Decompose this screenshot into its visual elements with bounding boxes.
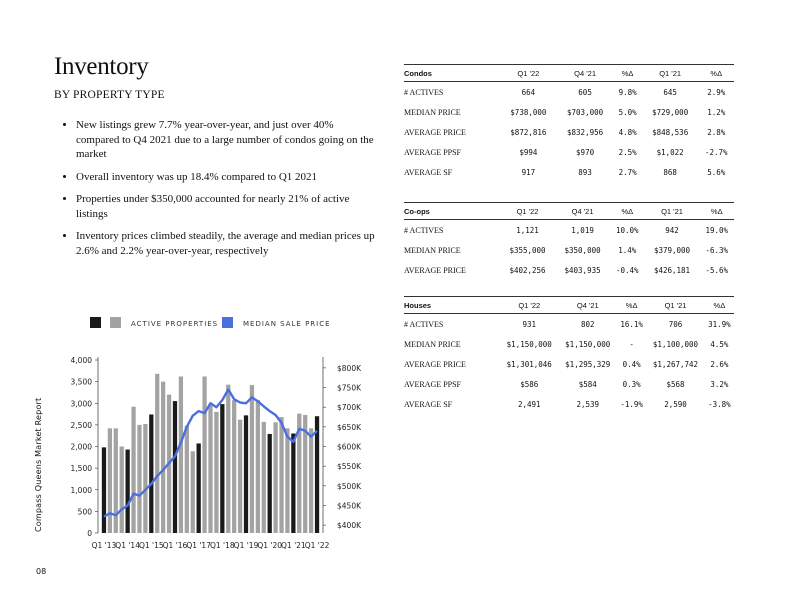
table-cell: $1,301,046 <box>506 359 552 369</box>
row-label: AVERAGE PRICE <box>404 127 466 137</box>
bar <box>137 425 141 533</box>
bullet-item: • Overall inventory was up 18.4% compared to Q1 2021 <box>76 170 376 185</box>
x-tick-label: Q1 '14 <box>115 541 140 550</box>
column-header: Q1 '21 <box>646 297 705 314</box>
table-cell: $970 <box>576 147 595 157</box>
bullet-item: • New listings grew 7.7% year-over-year, and just over 40% compared to Q4 2021 due to a large number of condos going on the market <box>76 118 376 162</box>
table-cell: $403,935 <box>564 265 601 275</box>
plot-area <box>71 356 363 550</box>
row-label: AVERAGE PRICE <box>404 265 466 275</box>
table-cell: $350,000 <box>564 245 601 255</box>
bar <box>131 407 135 533</box>
table-cell: $1,150,000 <box>565 339 611 349</box>
table-row <box>404 102 734 122</box>
bullet-item: • Properties under $350,000 accounted for nearly 21% of active listings <box>76 192 376 221</box>
table-cell: -5.6% <box>705 265 729 275</box>
table-cell: $568 <box>666 379 685 389</box>
table-cell: $1,100,000 <box>652 339 699 349</box>
y-tick-label-right: $800K <box>337 363 362 373</box>
bar <box>238 420 242 533</box>
y-tick-label-right: $750K <box>337 383 362 393</box>
bar <box>120 447 124 534</box>
table-cell: $355,000 <box>509 245 546 255</box>
table-row <box>404 220 734 241</box>
row-label: AVERAGE PPSF <box>404 147 461 157</box>
page-number: 08 <box>36 567 47 576</box>
table-row <box>404 260 734 280</box>
table-cell: 1,121 <box>516 225 539 235</box>
table-cell: 802 <box>580 319 595 329</box>
row-label: # ACTIVES <box>404 225 444 235</box>
table-cell: 664 <box>521 87 536 97</box>
row-label: AVERAGE SF <box>404 399 453 409</box>
bar <box>185 426 189 533</box>
bar <box>108 428 112 533</box>
table-cell: 16.1% <box>620 319 643 329</box>
bar <box>220 404 224 533</box>
bar <box>208 405 212 533</box>
row-label: AVERAGE PRICE <box>404 359 466 369</box>
table-cell: $426,181 <box>653 265 691 275</box>
x-tick-label: Q1 '21 <box>281 541 306 550</box>
bar <box>244 415 248 533</box>
table-cell: 31.9% <box>708 319 731 329</box>
x-tick-label: Q1 '13 <box>91 541 117 550</box>
column-header: %Δ <box>613 65 641 82</box>
bar <box>256 400 260 533</box>
table-cell: 2.6% <box>710 359 729 369</box>
table-cell: 0.3% <box>622 379 641 389</box>
report-side-label: Compass Queens Market Report <box>34 397 43 532</box>
table-cell: 1,019 <box>571 225 594 235</box>
bar <box>250 385 254 533</box>
table-cell: -6.3% <box>705 245 729 255</box>
table-row <box>404 314 734 335</box>
x-tick-label: Q1 '22 <box>304 541 330 550</box>
condos-table <box>404 64 734 182</box>
row-label: AVERAGE SF <box>404 167 453 177</box>
bar <box>191 451 195 533</box>
table-cell: 10.0% <box>616 225 639 235</box>
column-header: %Δ <box>705 297 734 314</box>
table-cell: 931 <box>522 319 537 329</box>
column-header: Q1 '22 <box>500 65 557 82</box>
x-tick-label: Q1 '19 <box>233 541 259 550</box>
table-cell: 1.4% <box>618 245 637 255</box>
bar <box>262 422 266 533</box>
table-row <box>404 240 734 260</box>
x-tick-label: Q1 '15 <box>138 541 164 550</box>
table-cell: $1,267,742 <box>652 359 699 369</box>
table-cell: 4.8% <box>618 127 637 137</box>
y-tick-label-right: $450K <box>337 501 362 511</box>
table-row <box>404 122 734 142</box>
y-tick-label-right: $600K <box>337 442 362 452</box>
y-tick-label-right: $550K <box>337 462 362 472</box>
table-row <box>404 354 734 374</box>
table-cell: 3.2% <box>710 379 729 389</box>
table-cell: $832,956 <box>567 127 604 137</box>
bar <box>285 428 289 533</box>
bar <box>179 376 183 533</box>
table-cell: 645 <box>663 87 677 97</box>
table-cell: $1,022 <box>656 147 684 157</box>
table-row <box>404 374 734 394</box>
table-cell: 2.8% <box>707 127 726 137</box>
y-tick-label-left: 2,000 <box>70 442 92 452</box>
table-cell: $729,000 <box>652 107 689 117</box>
column-header: Q1 '22 <box>500 203 555 220</box>
table-cell: -3.8% <box>708 399 731 409</box>
column-header: Q4 '21 <box>557 65 614 82</box>
y-tick-label-left: 3,000 <box>70 399 92 409</box>
bar <box>114 428 118 533</box>
table-row <box>404 82 734 103</box>
table-cell: 917 <box>521 167 536 177</box>
table-cell: $848,536 <box>652 127 689 137</box>
y-tick-label-left: 3,500 <box>70 377 92 387</box>
bar <box>126 450 130 533</box>
table-cell: $872,816 <box>510 127 547 137</box>
coops-table <box>404 202 734 280</box>
bar <box>161 382 165 533</box>
column-header: Q4 '21 <box>555 203 610 220</box>
table-header-row <box>404 65 734 82</box>
column-header: %Δ <box>617 297 646 314</box>
table-cell: 706 <box>668 319 683 329</box>
bar <box>173 401 177 533</box>
y-tick-label-left: 2,500 <box>70 420 92 430</box>
y-tick-label-left: 500 <box>77 507 92 517</box>
column-header: %Δ <box>610 203 644 220</box>
table-cell: 4.5% <box>710 339 729 349</box>
table-header-row <box>404 203 734 220</box>
table-title: Houses <box>404 297 500 314</box>
x-tick-label: Q1 '18 <box>210 541 235 550</box>
y-tick-label-right: $400K <box>337 521 362 531</box>
table-title: Condos <box>404 65 500 82</box>
row-label: MEDIAN PRICE <box>404 107 461 117</box>
table-cell: $586 <box>520 379 539 389</box>
table-cell: 5.0% <box>618 107 637 117</box>
table-cell: 5.6% <box>707 167 726 177</box>
legend-swatch-other <box>110 317 121 328</box>
table-cell: -2.7% <box>704 147 728 157</box>
y-tick-label-left: 1,500 <box>70 464 92 474</box>
table-cell: 2.5% <box>618 147 637 157</box>
table-cell: $703,000 <box>567 107 604 117</box>
table-cell: 2,590 <box>664 399 687 409</box>
x-tick-label: Q1 '17 <box>186 541 211 550</box>
page-subtitle: BY PROPERTY TYPE <box>54 89 165 101</box>
legend-swatch-line <box>222 317 233 328</box>
legend-bars-label: ACTIVE PROPERTIES <box>131 320 219 328</box>
table-cell: 2.7% <box>618 167 637 177</box>
column-header: %Δ <box>700 203 734 220</box>
column-header: Q4 '21 <box>559 297 618 314</box>
bar <box>197 443 201 533</box>
bar <box>226 385 230 533</box>
bar <box>155 374 159 533</box>
bar <box>273 422 277 533</box>
row-label: MEDIAN PRICE <box>404 339 461 349</box>
column-header: Q1 '21 <box>645 203 700 220</box>
table-cell: 942 <box>665 225 679 235</box>
row-label: # ACTIVES <box>404 319 444 329</box>
houses-table <box>404 296 734 414</box>
table-cell: 2.9% <box>707 87 726 97</box>
row-label: AVERAGE PPSF <box>404 379 461 389</box>
bar <box>309 428 313 533</box>
bar <box>214 412 218 533</box>
y-tick-label-right: $500K <box>337 481 362 491</box>
table-cell: $1,150,000 <box>506 339 552 349</box>
table-cell: $402,256 <box>509 265 546 275</box>
column-header: Q1 '22 <box>500 297 559 314</box>
column-header: Q1 '21 <box>642 65 699 82</box>
page-title: Inventory <box>54 53 149 80</box>
bar <box>232 400 236 533</box>
table-cell: $584 <box>578 379 597 389</box>
table-cell: 893 <box>578 167 592 177</box>
bar <box>202 376 206 533</box>
table-row <box>404 162 734 182</box>
table-cell: $738,000 <box>510 107 547 117</box>
row-label: MEDIAN PRICE <box>404 245 461 255</box>
legend-swatch-current <box>90 317 101 328</box>
bar <box>268 434 272 533</box>
table-cell: $379,000 <box>653 245 691 255</box>
chart-legend <box>90 317 331 328</box>
table-cell: 0.4% <box>622 359 641 369</box>
table-cell: 2,491 <box>517 399 541 409</box>
bar <box>149 414 153 533</box>
table-header-row <box>404 297 734 314</box>
table-row <box>404 334 734 354</box>
table-cell: -1.9% <box>620 399 643 409</box>
table-cell: $1,295,329 <box>565 359 611 369</box>
y-tick-label-left: 1,000 <box>70 485 92 495</box>
table-row <box>404 394 734 414</box>
column-header: %Δ <box>699 65 734 82</box>
table-cell: 19.0% <box>705 225 729 235</box>
table-cell: 9.8% <box>618 87 637 97</box>
table-cell: 1.2% <box>707 107 726 117</box>
y-tick-label-left: 4,000 <box>70 356 92 365</box>
table-cell: 868 <box>663 167 677 177</box>
table-cell: $994 <box>519 147 538 157</box>
y-tick-label-left: 0 <box>87 529 92 538</box>
bullet-item: • Inventory prices climbed steadily, the average and median prices up 2.6% and 2.2% year-over-year, respectively <box>76 229 376 258</box>
table-row <box>404 142 734 162</box>
table-cell: - <box>629 339 634 349</box>
bar <box>279 417 283 533</box>
y-tick-label-right: $650K <box>337 422 362 432</box>
y-tick-label-right: $700K <box>337 403 362 413</box>
table-cell: 605 <box>578 87 592 97</box>
table-title: Co-ops <box>404 203 500 220</box>
bar <box>102 447 106 533</box>
x-tick-label: Q1 '16 <box>162 541 188 550</box>
table-cell: -0.4% <box>616 265 639 275</box>
bar <box>291 434 295 533</box>
row-label: # ACTIVES <box>404 87 444 97</box>
legend-line-label: MEDIAN SALE PRICE <box>243 320 331 328</box>
table-cell: 2,539 <box>576 399 600 409</box>
bar <box>143 424 147 533</box>
x-tick-label: Q1 '20 <box>257 541 283 550</box>
